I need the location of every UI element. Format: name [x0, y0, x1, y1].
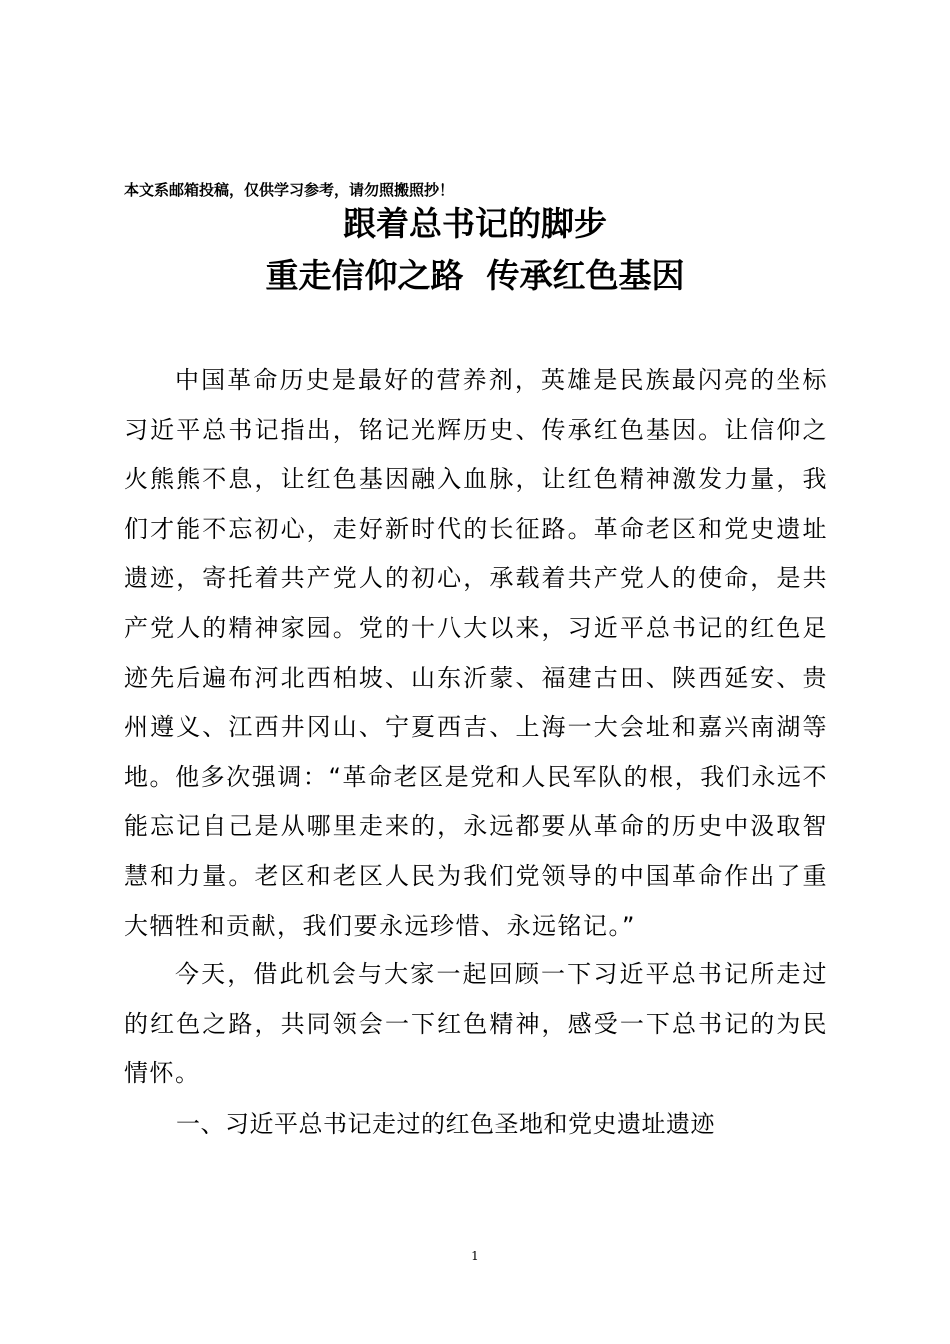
- paragraph-intro: 中国革命历史是最好的营养剂，英雄是民族最闪亮的坐标习近平总书记指出，铭记光辉历史、传承红色基因。让信仰之火熊熊不息，让红色基因融入血脉，让红色精神激发力量，我们才能不忘初心，走好新时代的长征路。革命老区和党史遗址遗迹，寄托着共产党人的初心，承载着共产党人的使命，是共产党人的精神家园。党的十八大以来，习近平总书记的红色足迹先后遍布河北西柏坡、山东沂蒙、福建古田、陕西延安、贵州遵义、江西井冈山、宁夏西吉、上海一大会址和嘉兴南湖等地。他多次强调：“革命老区是党和人民军队的根，我们永远不能忘记自己是从哪里走来的，永远都要从革命的历史中汲取智慧和力量。老区和老区人民为我们党领导的中国革命作出了重大牺牲和贡献，我们要永远珍惜、永远铭记。”: [124, 366, 828, 940]
- section-heading: 一、习近平总书记走过的红色圣地和党史遗址遗迹: [176, 1110, 715, 1138]
- submission-notice: 本文系邮箱投稿，仅供学习参考，请勿照搬照抄！: [124, 181, 455, 199]
- paragraph-review: 今天，借此机会与大家一起回顾一下习近平总书记所走过的红色之路，共同领会一下红色精神，感受一下总书记的为民情怀。: [124, 960, 828, 1088]
- page-number: 1: [471, 1249, 479, 1263]
- document-title-line-2: [0, 254, 950, 298]
- document-title-line-1: 跟着总书记的脚步: [343, 204, 607, 243]
- title-line-2-text: 重走信仰之路 传承红色基因: [265, 256, 685, 295]
